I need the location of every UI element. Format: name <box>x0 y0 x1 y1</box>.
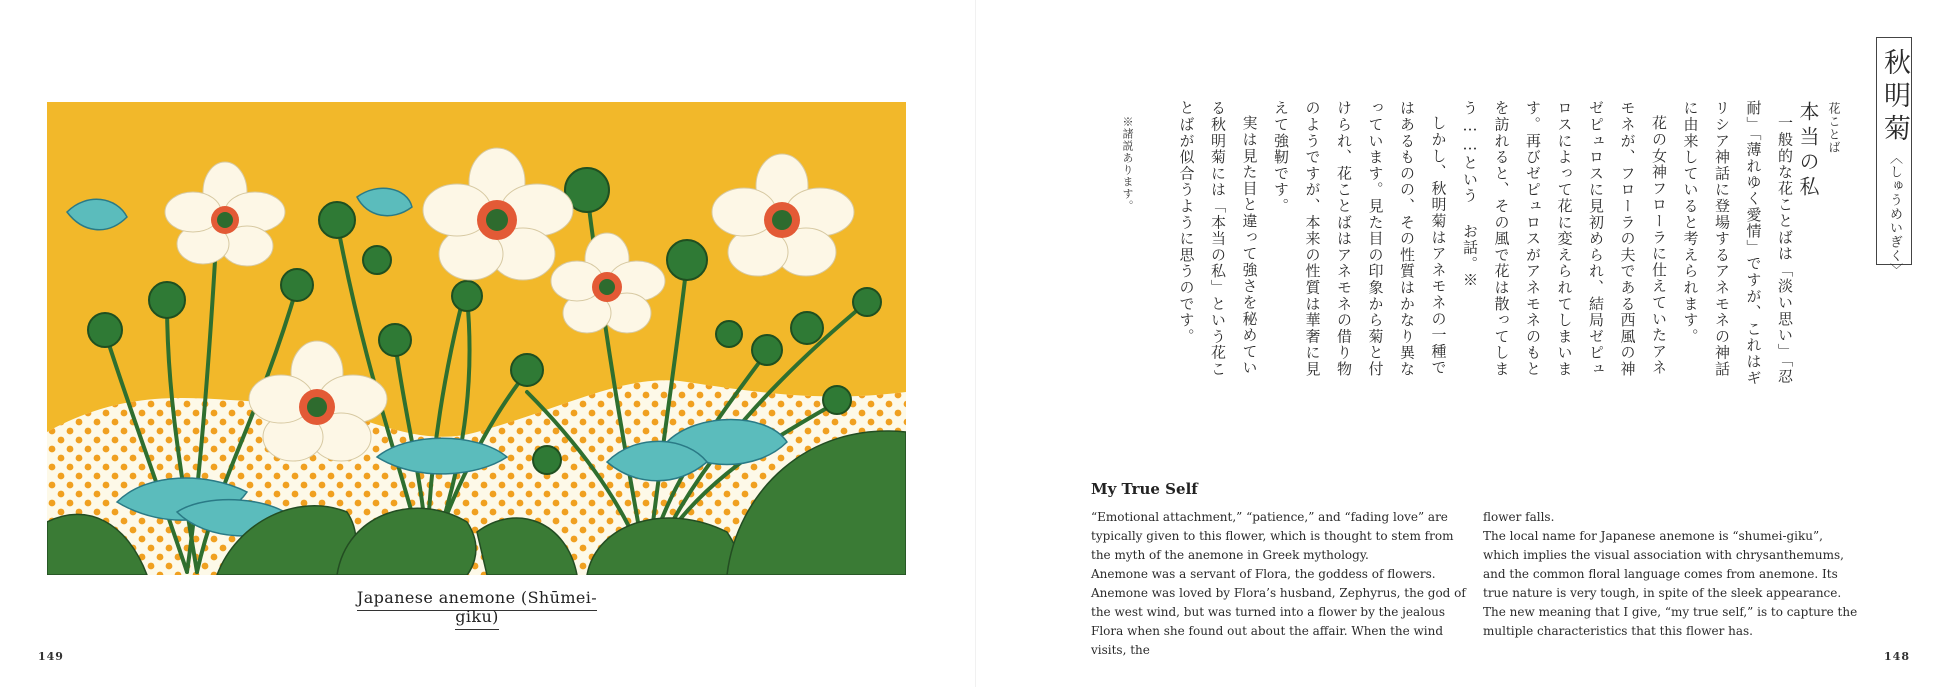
jp-paragraph-4: 実は見た目と違って強さを秘めている秋明菊には「本当の私」という花ことばが似合うように思うのです。 <box>1177 100 1259 378</box>
en-paragraph-3: flower falls. <box>1483 510 1555 524</box>
english-column-1 <box>1091 508 1471 660</box>
page-number-right: 148 <box>1884 650 1910 663</box>
meaning-heading: 本当の私 <box>1796 101 1820 201</box>
page-gutter <box>975 0 976 687</box>
en-paragraph-2: Anemone was a servant of Flora, the goddess of flowers. Anemone was loved by Flora’s husband, Zephyrus, the god of the west wind, but was turned into a flower by the jealous Flora when she found out about the affair. When the wind visits, the <box>1091 567 1466 657</box>
english-heading: My True Self <box>1091 480 1198 498</box>
title-box <box>1876 37 1912 277</box>
flower-reading: 〈しゅうめいぎく〉 <box>1887 151 1902 277</box>
jp-paragraph-1: 一般的な花ことばは「淡い思い」「忍耐」「薄れゆく愛情」ですが、これはギリシア神話に登場するアネモネの神話に由来していると考えられます。 <box>1681 100 1794 386</box>
en-paragraph-1: “Emotional attachment,” “patience,” and “fading love” are typically given to this flower, which is thought to stem from the myth of the anemone in Greek mythology. <box>1091 510 1454 562</box>
flower-language-label: 花ことば <box>1827 102 1841 154</box>
jp-paragraph-2: 花の女神フローラに仕えていたアネモネが、フローラの夫である西風の神ゼピュロスに見初められ、結局ゼピュロスによって花に変えられてしまいます。再びゼピュロスがアネモネのもとを訪れると、その風で花は散ってしまう……という お話。※ <box>1461 100 1668 378</box>
en-paragraph-4: The local name for Japanese anemone is “shumei-giku”, which implies the visual association with chrysanthemums, and the common floral language comes from anemone. Its true nature is very tough, in spite of the sleek appearance. The new meaning that I give, “my true self,” is to capture the multiple characteristics that this flower has. <box>1483 529 1858 638</box>
page-number-left: 149 <box>38 650 64 663</box>
illustration-caption <box>347 588 607 626</box>
japanese-body <box>1170 100 1800 390</box>
title-vertical <box>1877 48 1911 277</box>
flower-title: 秋明菊 <box>1879 48 1910 147</box>
anemone-illustration <box>47 102 906 575</box>
jp-paragraph-3: しかし、秋明菊はアネモネの一種ではあるものの、その性質はかなり異なっています。見た目の印象から菊と付けられ、花ことばはアネモネの借り物のようですが、本来の性質は華奢に見えて強靭です。 <box>1272 100 1448 378</box>
english-column-2 <box>1483 508 1863 641</box>
caption-text: Japanese anemone (Shūmei-giku) <box>357 588 597 630</box>
japanese-footnote: ※諸説あります。 <box>1121 116 1134 212</box>
